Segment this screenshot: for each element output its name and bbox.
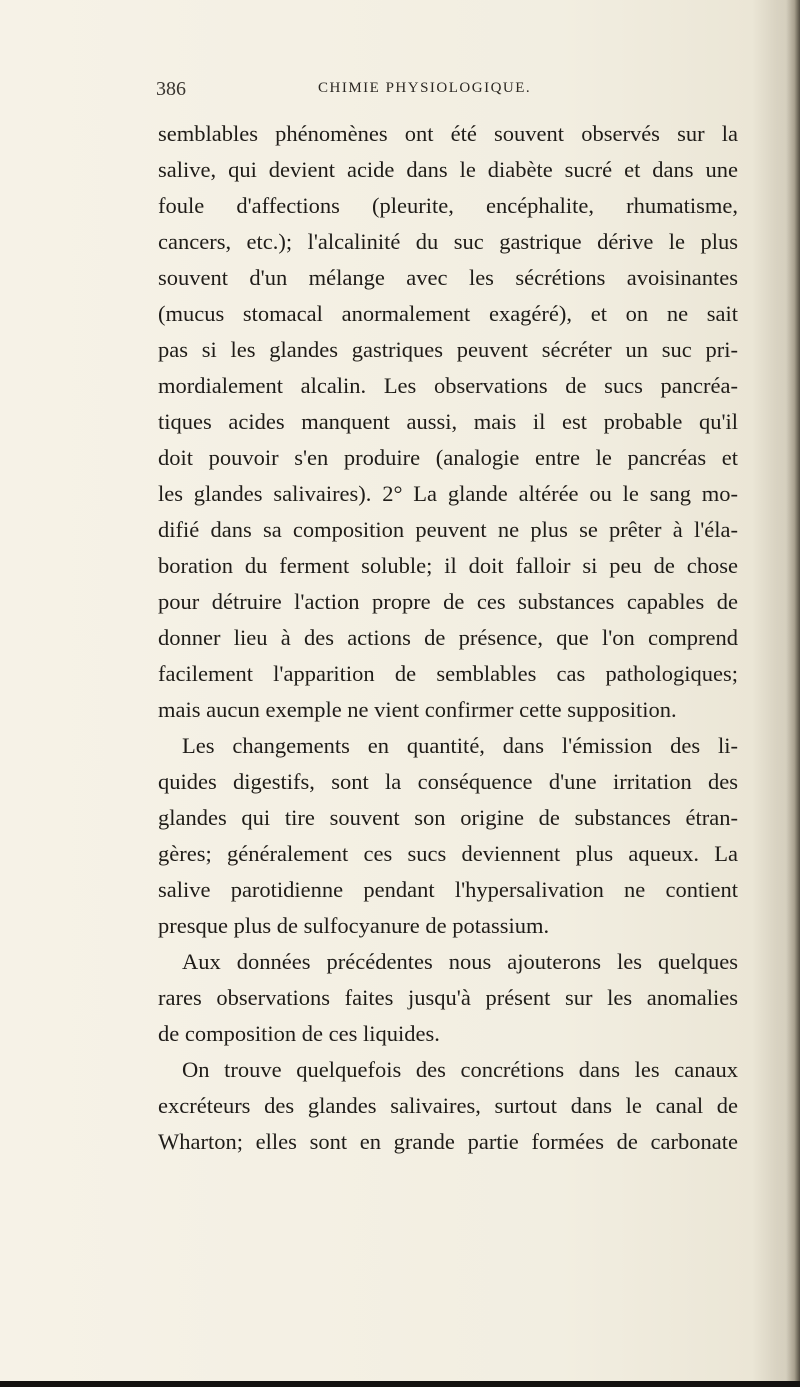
text-line: rares observations faites jusqu'à présent sur les anomalies <box>158 985 738 1010</box>
text-line: pas si les glandes gastriques peuvent sécréter un suc pri- <box>158 337 738 362</box>
text-line: excréteurs des glandes salivaires, surtout dans le canal de <box>158 1093 738 1118</box>
text-line: mordialement alcalin. Les observations de sucs pancréa- <box>158 373 738 398</box>
text-line: pour détruire l'action propre de ces substances capables de <box>158 589 738 614</box>
running-head: CHIMIE PHYSIOLOGIQUE. <box>318 80 532 96</box>
text-line: Wharton; elles sont en grande partie formées de carbonate <box>158 1129 738 1154</box>
text-line: difié dans sa composition peuvent ne plus se prêter à l'éla- <box>158 517 738 542</box>
text-line: salive parotidienne pendant l'hypersalivation ne contient <box>158 877 738 902</box>
text-line: salive, qui devient acide dans le diabète sucré et dans une <box>158 157 738 182</box>
text-line: boration du ferment soluble; il doit falloir si peu de chose <box>158 553 738 578</box>
text-line: mais aucun exemple ne vient confirmer cette supposition. <box>158 697 677 722</box>
text-line: Les changements en quantité, dans l'émission des li- <box>182 733 738 758</box>
text-line: foule d'affections (pleurite, encéphalite, rhumatisme, <box>158 193 738 218</box>
bottom-edge <box>0 1381 800 1387</box>
text-line: quides digestifs, sont la conséquence d'une irritation des <box>158 769 738 794</box>
text-line: Aux données précédentes nous ajouterons les quelques <box>182 949 738 974</box>
text-line: souvent d'un mélange avec les sécrétions avoisinantes <box>158 265 738 290</box>
body-text <box>158 116 738 1160</box>
text-line: On trouve quelquefois des concrétions dans les canaux <box>182 1057 738 1082</box>
text-line: de composition de ces liquides. <box>158 1021 440 1046</box>
text-line: (mucus stomacal anormalement exagéré), et on ne sait <box>158 301 738 326</box>
text-line: tiques acides manquent aussi, mais il est probable qu'il <box>158 409 738 434</box>
text-line: facilement l'apparition de semblables cas pathologiques; <box>158 661 738 686</box>
text-line: gères; généralement ces sucs deviennent plus aqueux. La <box>158 841 738 866</box>
page-edge-shadow <box>786 0 800 1387</box>
page-header <box>0 78 800 102</box>
text-line: doit pouvoir s'en produire (analogie entre le pancréas et <box>158 445 738 470</box>
text-line: semblables phénomènes ont été souvent observés sur la <box>158 121 738 146</box>
text-line: les glandes salivaires). 2° La glande altérée ou le sang mo- <box>158 481 738 506</box>
text-line: cancers, etc.); l'alcalinité du suc gastrique dérive le plus <box>158 229 738 254</box>
text-line: presque plus de sulfocyanure de potassium. <box>158 913 550 938</box>
page-number: 386 <box>156 78 186 100</box>
text-line: donner lieu à des actions de présence, que l'on comprend <box>158 625 738 650</box>
text-line: glandes qui tire souvent son origine de substances étran- <box>158 805 738 830</box>
